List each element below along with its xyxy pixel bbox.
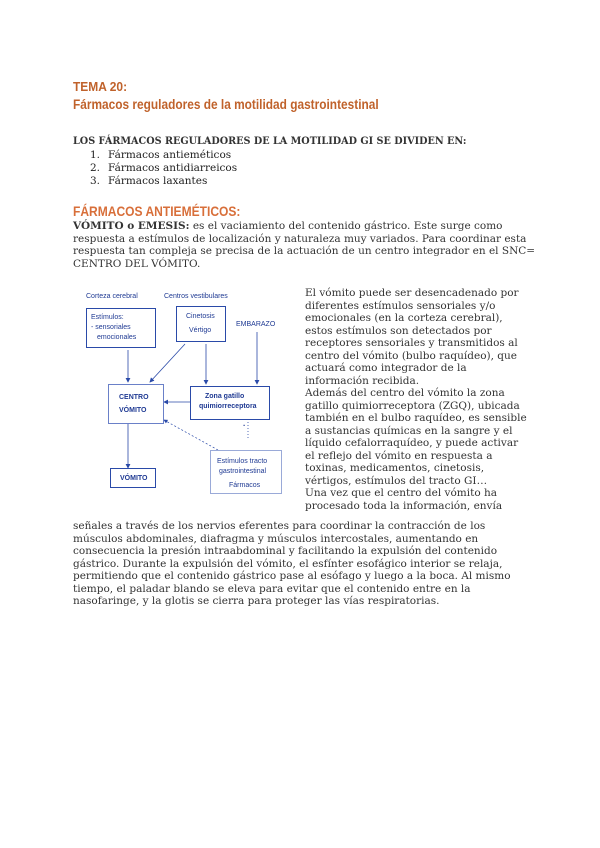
dot-mark: .	[243, 419, 246, 428]
intro-heading: LOS FÁRMACOS REGULADORES DE LA MOTILIDAD GI SE DIVIDEN EN:	[73, 135, 467, 147]
paragraph-right-column: El vómito puede ser desencadenado por diferentes estímulos sensoriales y/o emocionales (en la corteza cerebral), estos estímulos son detectados por receptores sensoriales y transmitidos al centro del vómito (bulbo raquídeo), que actuará como integrador de la información recibida. Además del centro del vómito la zona gatillo quimiorreceptora (ZGQ), ubicada también en el bulbo raquídeo, es sensible a sustancias químicas en la sangre y el líquido cefalorraquídeo, y puede activar el reflejo del vómito en respuesta a toxinas, medicamentos, cinetosis, vértigos, estímulos del tracto GI… Una vez que el centro del vómito ha procesado toda la información, envía	[305, 287, 527, 512]
cinetosis-box: Cinetosis Vértigo	[176, 306, 226, 342]
paragraph-bottom: señales a través de los nervios eferentes para coordinar la contracción de los músculos abdominales, diafragma y músculos intercostales, aumentando en consecuencia la presión intraabdominal y facilitando la expulsión del contenido gástrico. Durante la expulsión del vómito, el esfínter esofágico interior se relaja, permitiendo que el contenido gástrico pase al esófago y luego a la boca. Al mismo tiempo, el paladar blando se eleva para evitar que el contenido entre en la nasofaringe, y la glotis se cierra para proteger las vías respiratorias.	[73, 520, 511, 607]
vestibulares-label: Centros vestibulares	[164, 293, 228, 300]
arrow-cinetosis-centro	[150, 344, 185, 382]
tracto-box: Estímulos tracto gastrointestinal Fármacos	[210, 450, 282, 494]
page-title: Fármacos reguladores de la motilidad gastrointestinal	[73, 97, 379, 112]
drug-list	[90, 149, 237, 188]
centro-vomito-box: CENTRO VÓMITO	[108, 384, 164, 424]
paragraph-definition: VÓMITO o EMESIS: es el vaciamiento del contenido gástrico. Este surge como respuesta a estímulos de localización y naturaleza muy variados. Para coordinar esta respuesta tan compleja se precisa de la actuación de un centro integrador en el SNC= CENTRO DEL VÓMITO.	[73, 220, 536, 270]
section-title: FÁRMACOS ANTIEMÉTICOS:	[73, 203, 241, 219]
topic-number: TEMA 20:	[73, 79, 128, 94]
estimulos-box: Estímulos: - sensoriales emocionales	[86, 308, 156, 348]
embarazo-label: EMBARAZO	[236, 321, 276, 328]
list-item: 2. Fármacos antidiarreicos	[90, 162, 238, 174]
list-item: 3. Fármacos laxantes	[90, 175, 208, 187]
vomiting-diagram	[80, 288, 310, 498]
term-label: VÓMITO o EMESIS:	[73, 220, 190, 232]
zona-gatillo-box: Zona gatillo quimiorreceptora	[190, 386, 270, 420]
arrow-tracto-centro	[164, 420, 218, 450]
vomito-box: VÓMITO	[110, 468, 156, 488]
corteza-label: Corteza cerebral	[86, 293, 138, 300]
list-item: 1. Fármacos antieméticos	[90, 149, 232, 161]
